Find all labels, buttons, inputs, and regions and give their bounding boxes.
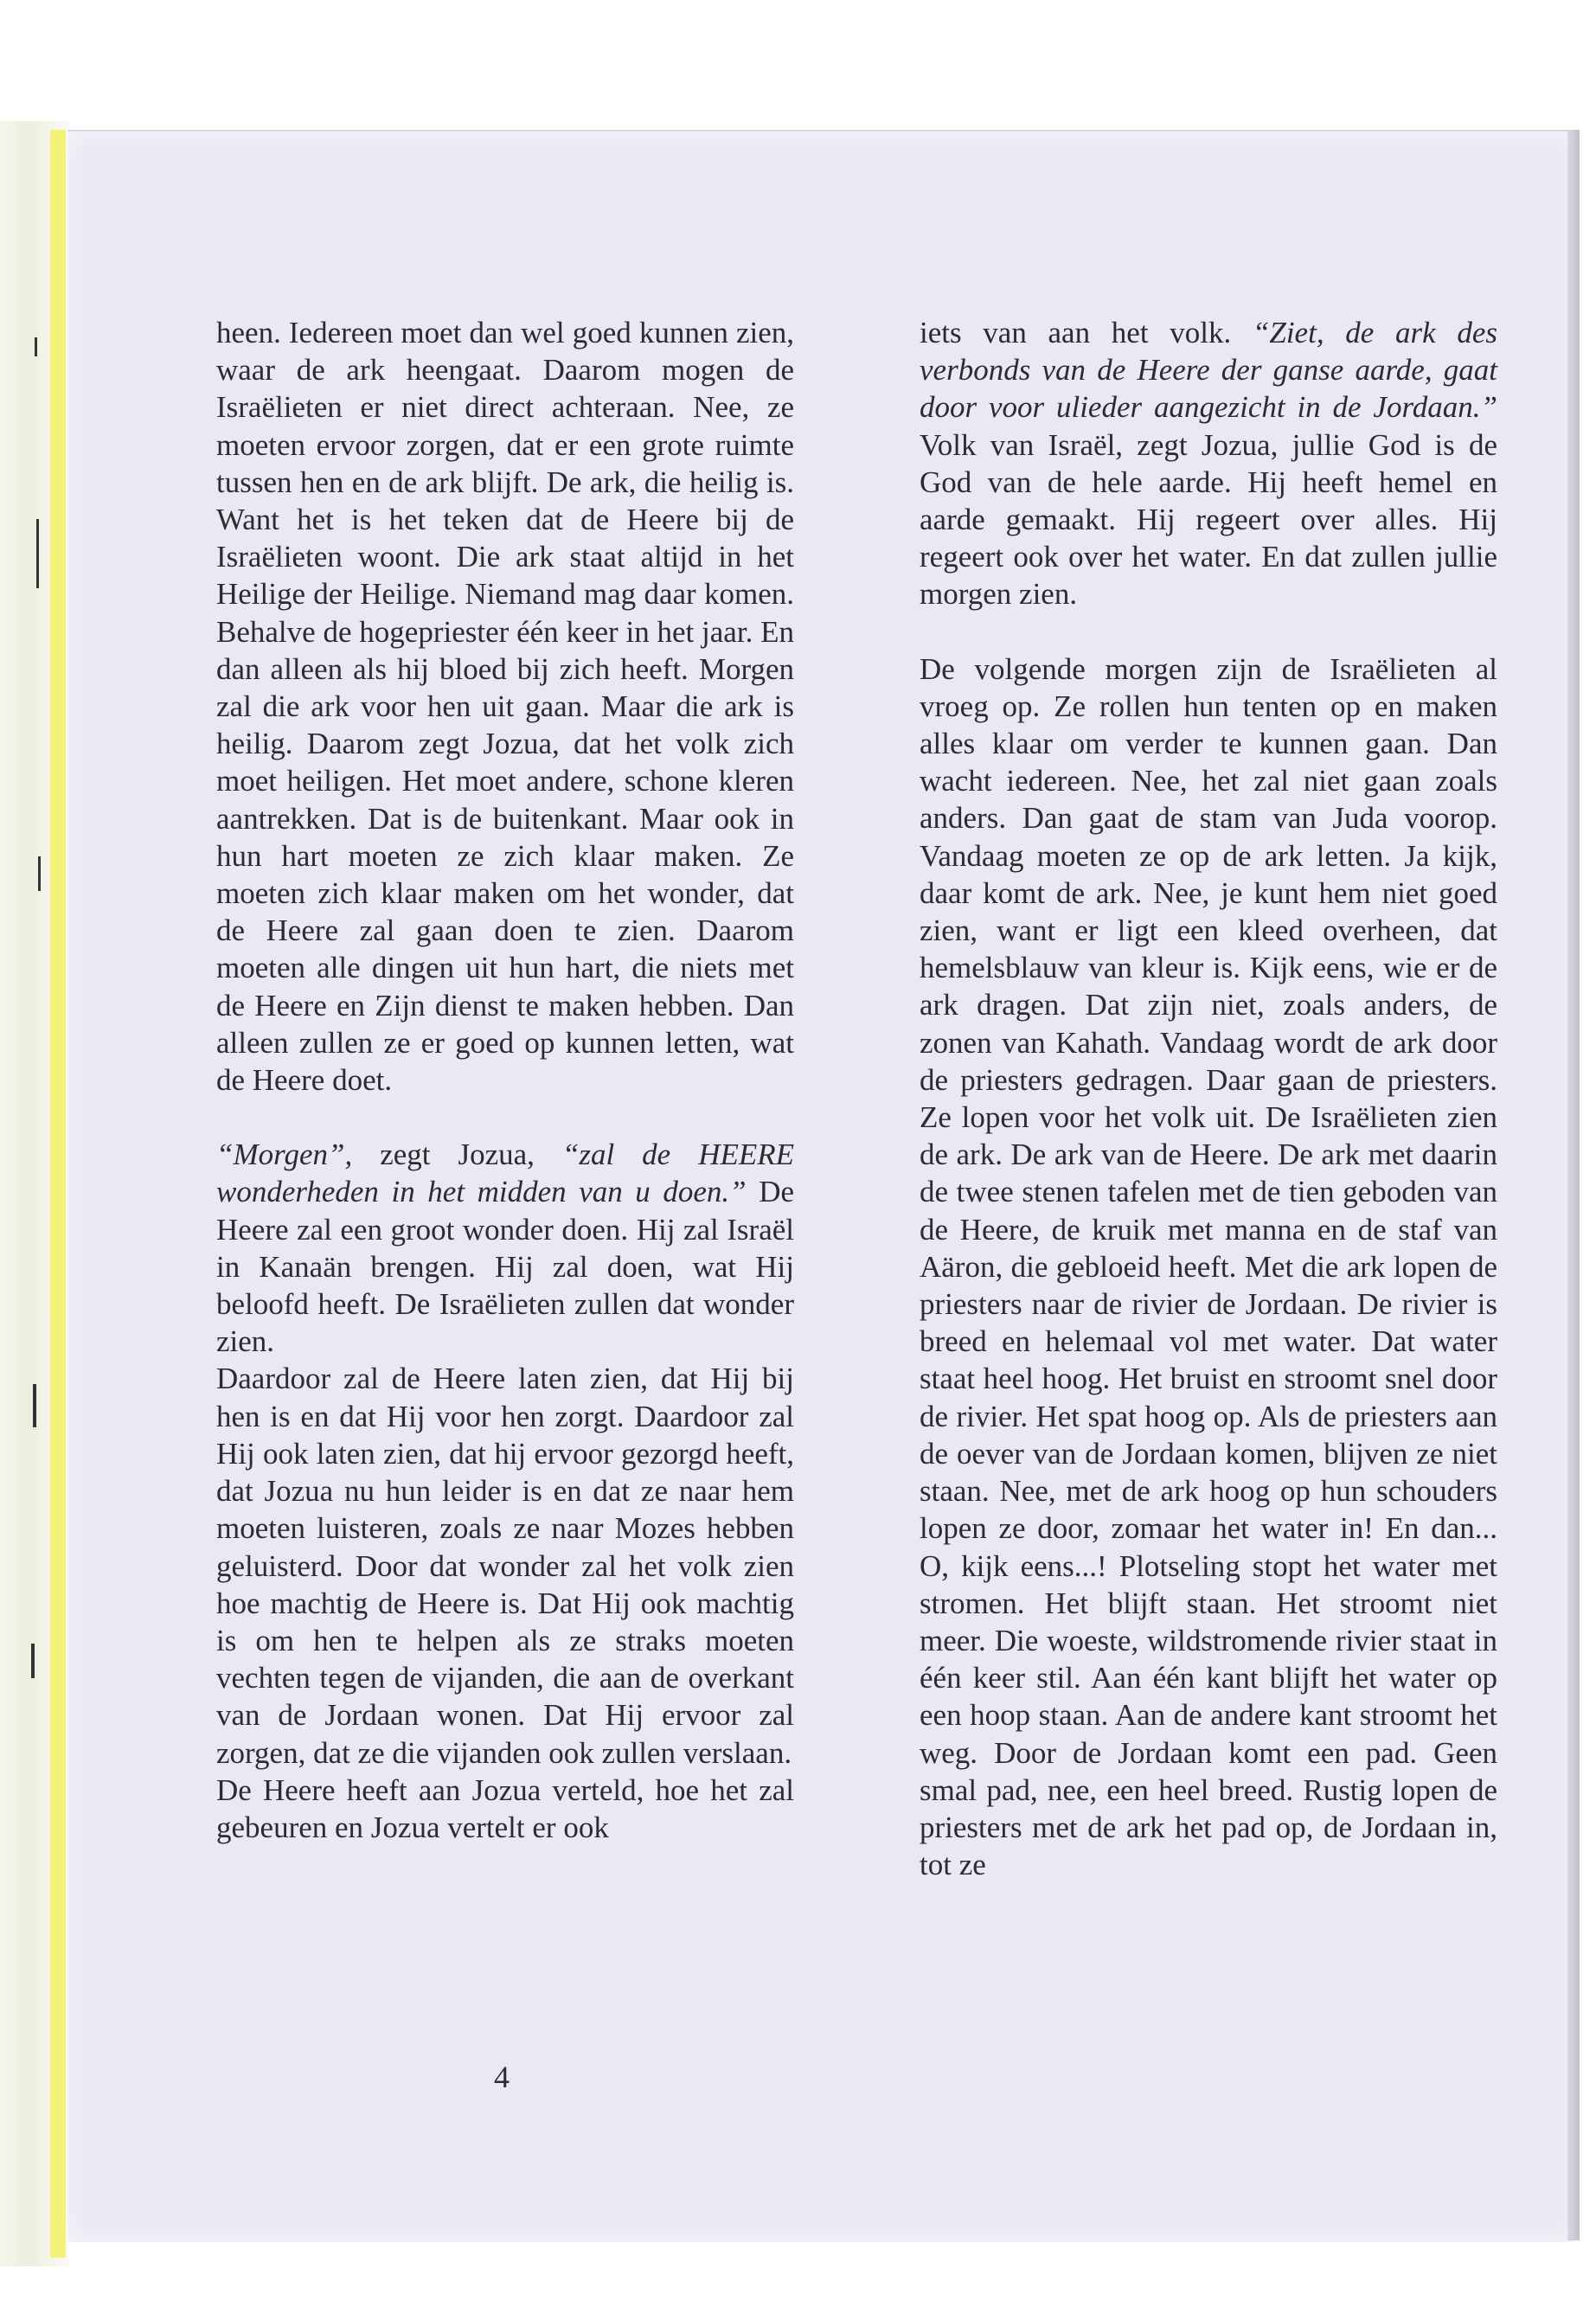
scan-mark bbox=[33, 1384, 36, 1427]
paragraph bbox=[216, 1136, 794, 1360]
page-right-edge bbox=[1567, 130, 1580, 2240]
paragraph bbox=[216, 1360, 794, 1771]
page-number: 4 bbox=[494, 2060, 510, 2094]
text-run: heen. Iedereen moet dan wel goed kunnen zien, waar de ark heengaat. Daarom mogen de Israëlieten er niet direct achteraan. Nee, ze moeten ervoor zorgen, dat er een grote ruimte tussen hen en de ark blijft. De ark, die heilig is. Want het is het teken dat de Heere bij de Israëlieten woont. Die ark staat altijd in het Heilige der Heilige. Niemand mag daar komen. Behalve de hogepriester één keer in het jaar. En dan alleen als hij bloed bij zich heeft. Morgen zal die ark voor hen uit gaan. Maar die ark is heilig. Daarom zegt Jozua, dat het volk zich moet heiligen. Het moet andere, schone kleren aantrekken. Dat is de buitenkant. Maar ook in hun hart moeten ze zich klaar maken. Ze moeten zich klaar maken om het wonder, dat de Heere zal gaan doen te zien. Daarom moeten alle dingen uit hun hart, die niets met de Heere en Zijn dienst te maken hebben. Dan alleen zullen ze er goed op kunnen letten, wat de Heere doet. bbox=[216, 316, 794, 1098]
text-run: De Heere heeft aan Jozua verteld, hoe het zal gebeuren en Jozua vertelt er ook bbox=[216, 1772, 794, 1844]
italic-quote: “Morgen”, bbox=[216, 1138, 381, 1172]
text-run: zegt Jozua, bbox=[380, 1138, 562, 1172]
scan-mark bbox=[38, 856, 41, 891]
paragraph bbox=[920, 651, 1497, 1884]
scan-mark bbox=[36, 519, 39, 588]
yellow-page-strip bbox=[50, 130, 66, 2258]
left-text-column bbox=[216, 314, 794, 1846]
text-run: Volk van Israël, zegt Jozua, jullie God is de God van de hele aarde. Hij heeft hemel en aarde gemaakt. Hij regeert over alles. Hij regeert ook over het water. En dat zullen jullie morgen zien. bbox=[920, 427, 1497, 612]
text-run: Daardoor zal de Heere laten zien, dat Hij bij hen is en dat Hij voor hen zorgt. Daardoor zal Hij ook laten zien, dat hij ervoor gezorgd heeft, dat Jozua nu hun leider is en dat ze naar hem moeten luisteren, zoals ze naar Mozes hebben geluisterd. Door dat wonder zal het volk zien hoe machtig de Heere is. Dat Hij ook machtig is om hen te helpen als ze straks moeten vechten tegen de vijanden, die aan de overkant van de Jordaan wonen. Dat Hij ervoor zal zorgen, dat ze die vijanden ook zullen verslaan. bbox=[216, 1362, 794, 1770]
text-run: De volgende morgen zijn de Israëlieten al vroeg op. Ze rollen hun tenten op en maken alles klaar om verder te kunnen gaan. Dan wacht iedereen. Nee, het zal niet gaan zoals anders. Dan gaat de stam van Juda voorop. Vandaag moeten ze op de ark letten. Ja kijk, daar komt de ark. Nee, je kunt hem niet goed zien, want er ligt een kleed overheen, dat hemelsblauw van kleur is. Kijk eens, wie er de ark dragen. Dat zijn niet, zoals anders, de zonen van Kahath. Vandaag wordt de ark door de priesters gedragen. Daar gaan de priesters. Ze lopen voor het volk uit. De Israëlieten zien de ark. De ark van de Heere. De ark met daarin de twee stenen tafelen met de tien geboden van de Heere, de kruik met manna en de staf van Aäron, die gebloeid heeft. Met die ark lopen de priesters naar de rivier de Jordaan. De rivier is breed en helemaal vol met water. Dat water staat heel hoog. Het bruist en stroomt snel door de rivier. Het spat hoog op. Als de priesters aan de oever van de Jordaan komen, blijven ze niet staan. Nee, met de ark hoog op hun schouders lopen ze door, zomaar het water in! En dan... O, kijk eens...! Plotseling stopt het water met stromen. Het blijft staan. Het stroomt niet meer. Die woeste, wildstromende rivier staat in één keer stil. Aan één kant blijft het water op een hoop staan. Aan de andere kant stroomt het weg. Door de Jordaan komt een pad. Geen smal pad, nee, een heel breed. Rustig lopen de priesters met de ark het pad op, de Jordaan in, tot ze bbox=[920, 651, 1497, 1882]
text-run: De Heere zal een groot wonder doen. Hij zal Israël in Kanaän brengen. Hij zal doen, wat Hij beloofd heeft. De Israëlieten zullen dat wonder zien. bbox=[216, 1175, 794, 1359]
italic-quote: “Ziet, de ark des verbonds van de Heere der ganse aarde, gaat door voor ulieder aangezicht in de Jordaan.” bbox=[920, 316, 1497, 425]
right-text-column bbox=[920, 314, 1497, 1883]
paragraph bbox=[216, 314, 794, 1099]
paragraph bbox=[920, 314, 1497, 613]
scan-mark bbox=[35, 337, 37, 356]
scan-mark bbox=[31, 1644, 35, 1678]
paragraph bbox=[216, 1772, 794, 1846]
text-run: iets van aan het volk. bbox=[920, 316, 1253, 349]
italic-quote: “zal de HEERE wonderheden in het midden van u doen.” bbox=[216, 1138, 794, 1209]
